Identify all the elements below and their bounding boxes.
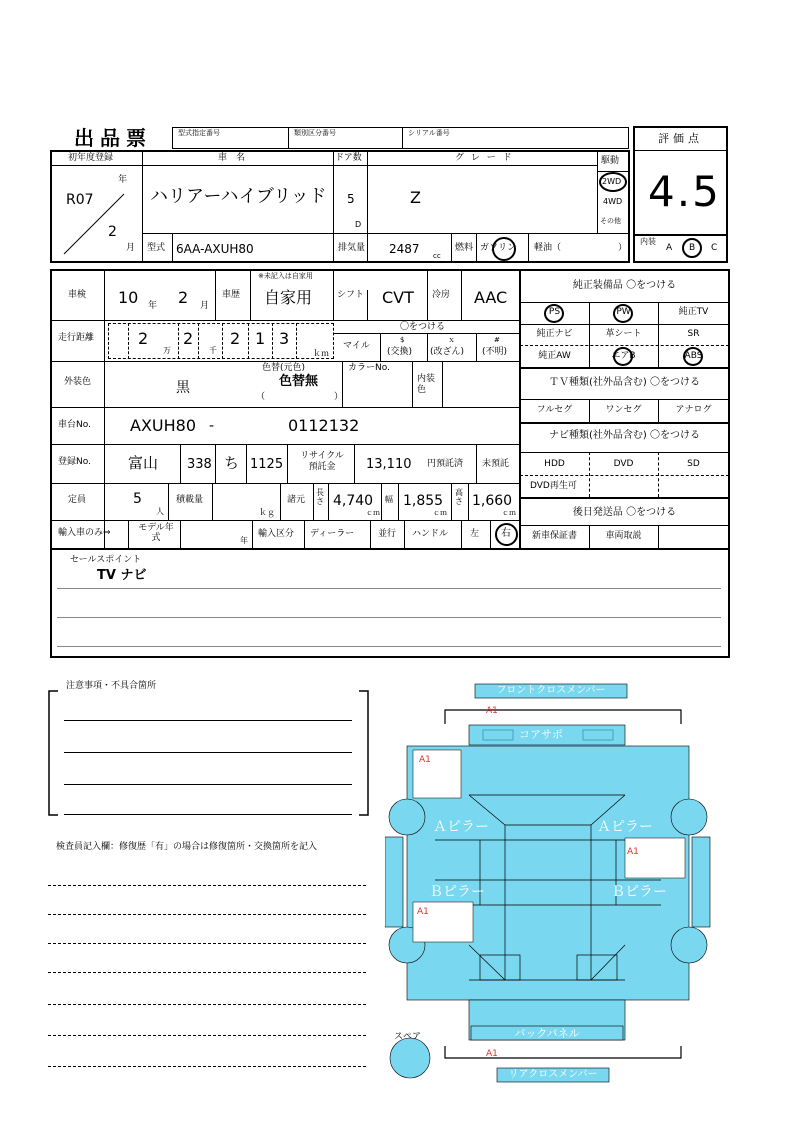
inspection-year: 10: [118, 288, 139, 307]
mark-front-cross: A1: [486, 706, 498, 716]
interior-label: 内装: [640, 237, 656, 246]
interior-circle: [682, 238, 702, 258]
drive-4wd: 4WD: [603, 197, 623, 206]
notes-bracket: [46, 683, 371, 823]
core-support-label: コアサポ: [519, 728, 563, 741]
chassis-prefix: AXUH80: [130, 416, 197, 435]
sales-point-text: TV ナビ: [97, 568, 147, 583]
circle-note: 〇をつける: [400, 322, 446, 332]
exchange-option: (交換): [387, 347, 413, 357]
b-pillar-left-label: Ｂピラー: [429, 884, 485, 900]
shift: CVT: [382, 288, 414, 307]
tv-oneseg: ワンセグ: [605, 405, 642, 415]
a-pillar-right-label: Ａピラー: [597, 819, 653, 835]
ac-label: 冷房: [432, 290, 451, 300]
capacity: 5: [133, 491, 142, 507]
rear-cross-member-label: リアクロスメンバー: [508, 1069, 598, 1080]
mark-right-a-pillar: A1: [627, 847, 639, 857]
mile-option: マイル: [343, 341, 370, 351]
score-value: 4.5: [648, 167, 721, 216]
mark-left-b-pillar: A1: [417, 907, 429, 917]
mileage-digit-4: 1: [255, 329, 266, 348]
width: 1,855: [403, 493, 444, 509]
ac: AAC: [474, 288, 508, 307]
mileage-digit-5: 3: [279, 329, 290, 348]
damage-diagram: [385, 680, 720, 1090]
exterior-label: 外装色: [64, 377, 92, 387]
plate-label: 登録No.: [58, 457, 91, 467]
equip-abs: ABS: [684, 351, 703, 361]
handle-right-circle: [495, 523, 518, 546]
form-title: 出品票: [74, 126, 152, 150]
handle-label: ハンドル: [412, 529, 449, 539]
displacement: 2487: [389, 242, 420, 256]
handle-left: 左: [470, 529, 480, 539]
navi-title: ナビ種類(社外品含む) 〇をつける: [549, 430, 700, 441]
drive-label: 駆動: [601, 156, 620, 166]
later-warranty: 新車保証書: [531, 531, 577, 541]
chassis-label: 車台No.: [58, 420, 91, 430]
fuel-gasoline: ガソリン: [480, 243, 517, 253]
spare-label: スペア: [394, 1032, 422, 1042]
car-name-label: 車 名: [218, 153, 246, 163]
mileage-digit-1: 2: [138, 329, 149, 348]
grade-label: グ レ ー ド: [455, 153, 514, 163]
navi-dvd: DVD: [613, 459, 634, 469]
later-title: 後日発送品 〇をつける: [572, 507, 677, 518]
mark-rear-cross: A1: [486, 1049, 498, 1059]
displacement-label: 排気量: [338, 243, 366, 253]
back-panel-label: バックパネル: [514, 1027, 580, 1040]
unknown-option: (不明): [482, 347, 508, 357]
equip-ps: PS: [548, 307, 561, 317]
import-label: 輸入車のみ⇒: [58, 528, 111, 538]
class-label: 類別区分番号: [294, 129, 336, 137]
fuel-circle: [492, 237, 516, 261]
history-label: 車歴: [222, 290, 241, 300]
sales-point-label: セールスポイント: [70, 555, 142, 565]
model-year-label: モデル年式: [138, 523, 174, 543]
drive-2wd-circle: [599, 172, 627, 192]
repaint: 色替無: [279, 374, 319, 389]
equip-tv: 純正TV: [678, 307, 709, 317]
recycle-label: リサイクル預託金: [300, 451, 344, 472]
equip-sr: SR: [687, 329, 700, 339]
equip-ps-circle: [544, 304, 564, 323]
mileage-digit-3: 2: [230, 329, 241, 348]
history: 自家用: [264, 288, 313, 307]
first-reg-month: 2: [108, 224, 117, 240]
recycle-amount: 13,110: [366, 457, 412, 472]
date-slash: [54, 166, 140, 260]
parallel-option: 並行: [378, 529, 397, 539]
plate-number: 1125: [250, 457, 284, 472]
later-manual: 車両取説: [605, 531, 642, 541]
equip-pw: PW: [616, 307, 631, 317]
drive-other: その他: [600, 217, 621, 225]
tv-fullseg: フルセグ: [536, 405, 573, 415]
navi-hdd: HDD: [544, 459, 565, 469]
tamper-option: (改ざん): [430, 347, 465, 357]
shift-label: シフト: [337, 290, 365, 300]
mileage-label: 走行距離: [58, 333, 95, 343]
color-no-label: カラーNo.: [348, 363, 390, 373]
plate-region: 富山: [128, 454, 159, 472]
b-pillar-right-label: Ｂピラー: [611, 884, 667, 900]
import-class-label: 輸入区分: [258, 529, 295, 539]
inspector-label: 検査員記入欄：修復歴「有」の場合は修復箇所・交換箇所を記入: [56, 842, 318, 852]
load-label: 積載量: [176, 495, 204, 505]
mileage-digit-2: 2: [183, 329, 194, 348]
interior-color-label: 内装色: [417, 374, 436, 395]
doors-label: ドア数: [335, 153, 362, 163]
first-reg-year: R07: [66, 192, 94, 208]
equip-aw: 純正AW: [538, 351, 571, 361]
tv-title: ＴＶ種類(社外品含む) 〇をつける: [549, 377, 700, 388]
capacity-label: 定員: [68, 495, 87, 505]
model: 6AA-AXUH80: [176, 242, 254, 256]
handle-right: 右: [501, 528, 511, 539]
front-cross-member-label: フロントクロスメンバー: [496, 685, 606, 696]
recycle-unpaid: 未預託: [482, 459, 510, 469]
inspection-label: 車検: [68, 290, 87, 300]
model-label: 型式: [147, 243, 166, 253]
exterior-color: 黒: [176, 380, 190, 396]
length: 4,740: [333, 493, 374, 509]
mark-front-left: A1: [419, 755, 431, 765]
equip-pw-circle: [613, 304, 633, 323]
id-numbers-box: [172, 127, 629, 149]
equip-leather: 革シート: [605, 329, 642, 339]
dealer-option: ディーラー: [310, 529, 355, 539]
inspection-month: 2: [178, 288, 189, 307]
repaint-label: 色替(元色): [262, 363, 306, 373]
doors: 5: [347, 192, 355, 206]
serial-label: シリアル番号: [408, 129, 450, 137]
chassis-number: 0112132: [288, 416, 360, 435]
first-reg-label: 初年度登録: [68, 153, 114, 163]
grade: Z: [410, 188, 421, 207]
notes-label: 注意事項・不具合箇所: [66, 681, 157, 691]
equip-abs-circle: [683, 347, 703, 366]
score-label: 評価点: [658, 132, 703, 145]
equip-navi: 純正ナビ: [536, 329, 573, 339]
type-cert-label: 型式指定番号: [178, 129, 220, 137]
equip-airbag: エアB: [611, 351, 636, 361]
plate-kana: ち: [224, 454, 240, 472]
height: 1,660: [472, 493, 513, 509]
equip-title: 純正装備品 〇をつける: [572, 280, 677, 291]
tv-analog: アナログ: [675, 405, 712, 415]
fuel-label: 燃料: [455, 243, 474, 253]
history-note: ※未記入は自家用: [258, 272, 313, 280]
navi-sd: SD: [687, 459, 700, 469]
fuel-diesel: 軽油（: [534, 243, 562, 253]
drive-2wd: 2WD: [602, 177, 622, 186]
navi-dvd-playback: DVD再生可: [530, 481, 577, 491]
car-name: ハリアーハイブリッド: [150, 186, 327, 207]
a-pillar-left-label: Ａピラー: [433, 819, 489, 835]
plate-class: 338: [187, 457, 212, 472]
dims-label: 諸元: [287, 495, 306, 505]
equip-airbag-circle: [613, 347, 633, 366]
